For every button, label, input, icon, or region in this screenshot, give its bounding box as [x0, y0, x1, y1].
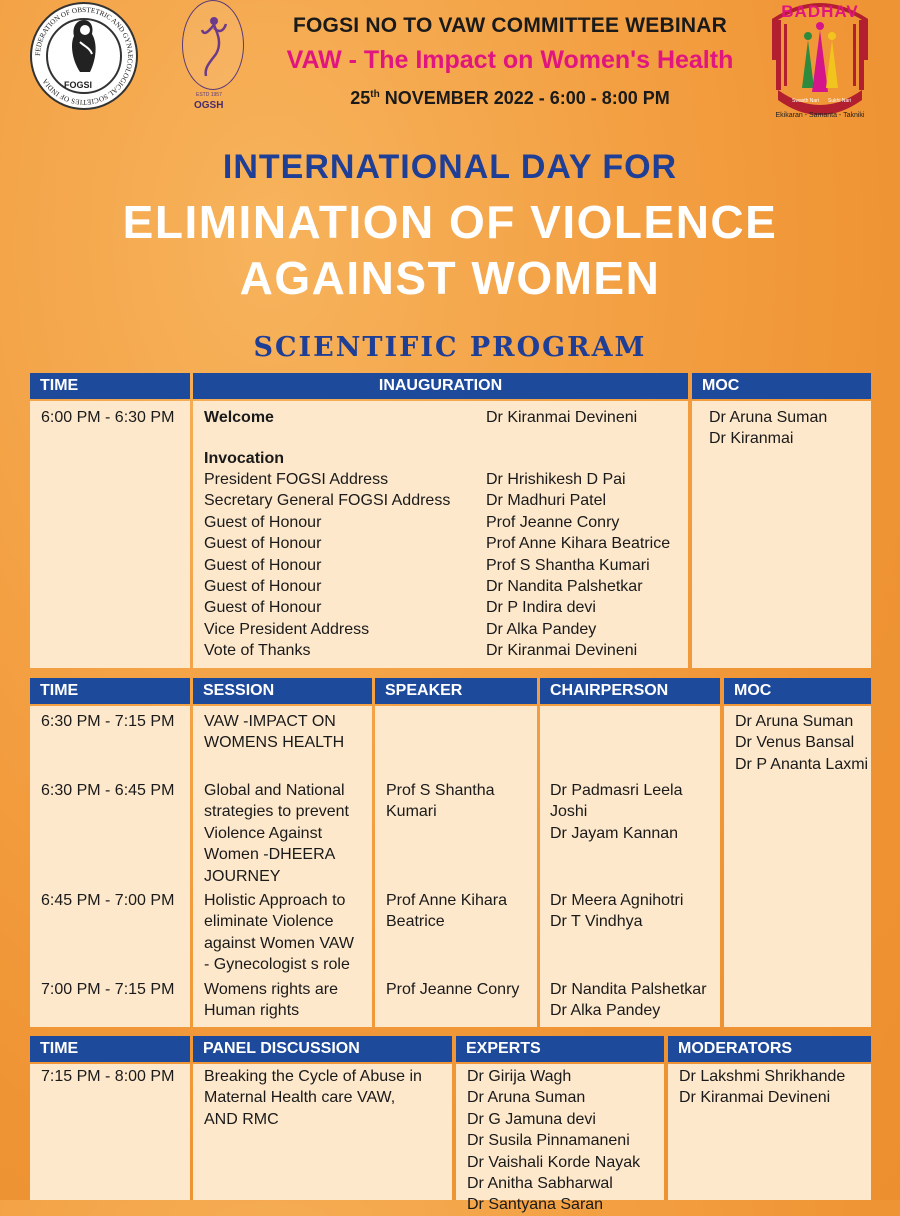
welcome-label: Welcome [204, 409, 274, 426]
date-suffix: th [370, 89, 380, 100]
ogsh-estd: ESTD 1957 [196, 92, 222, 98]
panel-header-discussion: PANEL DISCUSSION [193, 1036, 452, 1062]
session-row-topic [204, 780, 349, 887]
session-row-chair [550, 890, 683, 933]
inaug-name: Dr Kiranmai Devineni [486, 642, 638, 660]
topic-line: Women -DHEERA [204, 846, 336, 864]
panel-header-moderators: MODERATORS [668, 1036, 871, 1062]
inaug-name: Dr Nandita Palshetkar [486, 578, 643, 596]
session-row-topic [204, 711, 344, 754]
chair-line: Joshi [550, 803, 588, 821]
session-row-time: 6:45 PM - 7:00 PM [41, 892, 175, 909]
inaug-name: Prof S Shantha Kumari [486, 556, 650, 574]
session-row-speaker [386, 979, 519, 1000]
svg-text:FEDERATION OF OBSTETRIC AND GY: FEDERATION OF OBSTETRIC AND GYNAECOLOGICAL SOCIETIES OF INDIA [33, 5, 135, 107]
topic-line: Global and National [204, 782, 345, 799]
panel-topic-line: AND RMC [204, 1110, 279, 1128]
expert-name: Dr Vaishali Korde Nayak [467, 1153, 641, 1171]
program-title: SCIENTIFIC PROGRAM [253, 332, 647, 363]
expert-name: Dr G Jamuna devi [467, 1110, 596, 1128]
expert-name: Dr Anitha Sabharwal [467, 1175, 613, 1193]
inaug-role: Secretary General FOGSI Address [204, 492, 451, 510]
expert-name: Dr Santyana Saran [467, 1196, 604, 1214]
inaug-roles [204, 469, 450, 662]
inaug-header-time: TIME [30, 373, 190, 399]
chair-line: Dr Nandita Palshetkar [550, 981, 707, 998]
inaug-names [486, 469, 670, 662]
inaug-time: 6:00 PM - 6:30 PM [41, 409, 175, 426]
topic-line: strategies to prevent [204, 803, 349, 821]
chair-line: Dr Padmasri Leela [550, 782, 683, 799]
inaug-header-moc: MOC [692, 373, 871, 399]
invocation-label: Invocation [204, 450, 285, 467]
topic-line: Holistic Approach to [204, 892, 346, 909]
headline-line-3: AGAINST WOMEN [239, 252, 661, 304]
session-header-speaker: SPEAKER [375, 678, 537, 704]
inaug-moc [709, 407, 827, 450]
inaug-role: Vote of Thanks [204, 642, 311, 660]
session-row-chair [550, 979, 707, 1022]
session-moc [735, 711, 868, 775]
topic-line: Human rights [204, 1002, 300, 1020]
chair-line: Dr Meera Agnihotri [550, 892, 684, 909]
speaker-line: Kumari [386, 803, 437, 821]
dancer-figure-icon [196, 14, 230, 80]
badhav-tag-1: Swasth Nari [792, 98, 819, 104]
inaug-header-inauguration: INAUGURATION [193, 373, 688, 399]
inaug-role: Guest of Honour [204, 599, 322, 617]
session-row-time: 6:30 PM - 7:15 PM [41, 713, 175, 730]
headline-main [0, 194, 900, 306]
session-row-time: 7:00 PM - 7:15 PM [41, 981, 175, 998]
session-header-chairperson: CHAIRPERSON [540, 678, 720, 704]
mother-child-icon [60, 16, 108, 76]
inaug-name: Prof Jeanne Conry [486, 513, 620, 531]
panel-topic [204, 1066, 422, 1130]
inaug-role: Guest of Honour [204, 513, 322, 531]
inaug-time-cell [30, 401, 190, 668]
topic-line: WOMENS HEALTH [204, 734, 345, 752]
session-row-topic [204, 890, 354, 976]
inaug-name: Dr Hrishikesh D Pai [486, 471, 626, 488]
speaker-line: Beatrice [386, 913, 445, 931]
inaug-name: Dr P Indira devi [486, 599, 596, 617]
topic-line: eliminate Violence [204, 913, 334, 931]
topic-line: Womens rights are [204, 981, 338, 998]
session-row-speaker [386, 780, 495, 823]
badhav-motto: Ekikaran - Samanta - Takniki [775, 112, 865, 119]
topic-line: Violence Against [204, 824, 323, 842]
moderator-name: Dr Lakshmi Shrikhande [679, 1068, 846, 1085]
topic-line: against Women VAW [204, 934, 354, 952]
panel-topic-line: Maternal Health care VAW, [204, 1089, 396, 1107]
topic-line: JOURNEY [204, 867, 281, 885]
webinar-subtitle: VAW - The Impact on Women's Health [286, 46, 734, 74]
inaug-role: Guest of Honour [204, 578, 322, 596]
fogsi-logo-label: FOGSI [64, 80, 93, 90]
ogsh-name: OGSH [194, 100, 224, 111]
panel-header-experts: EXPERTS [456, 1036, 664, 1062]
session-row-speaker [386, 890, 507, 933]
speaker-line: Prof Jeanne Conry [386, 981, 520, 998]
topic-line: - Gynecologist s role [204, 956, 350, 974]
fogsi-logo [30, 2, 138, 110]
webinar-date [260, 88, 760, 109]
inaug-moc-name: Dr Kiranmai [709, 430, 794, 448]
welcome-speaker: Dr Kiranmai Devineni [486, 409, 638, 426]
badhav-logo [768, 0, 872, 128]
session-moc-name: Dr Venus Bansal [735, 734, 855, 752]
chair-line: Dr Jayam Kannan [550, 824, 679, 842]
speaker-line: Prof S Shantha [386, 782, 495, 799]
expert-name: Dr Girija Wagh [467, 1068, 572, 1085]
session-row-time: 6:30 PM - 6:45 PM [41, 782, 175, 799]
ogsh-logo [182, 0, 244, 118]
session-header-moc: MOC [724, 678, 871, 704]
session-row-chair [550, 780, 683, 844]
date-day: 25 [350, 88, 371, 108]
inaug-name: Dr Madhuri Patel [486, 492, 607, 510]
badhav-logo-text: BADHAV [781, 2, 859, 21]
inaug-name: Prof Anne Kihara Beatrice [486, 535, 671, 553]
panel-header-time: TIME [30, 1036, 190, 1062]
headline-line-1: INTERNATIONAL DAY FOR [222, 148, 678, 186]
session-row-topic [204, 979, 338, 1022]
session-header-time: TIME [30, 678, 190, 704]
inaug-role: Vice President Address [204, 620, 370, 638]
webinar-title: FOGSI NO TO VAW COMMITTEE WEBINAR [293, 14, 727, 37]
speaker-line: Prof Anne Kihara [386, 892, 507, 909]
session-header-session: SESSION [193, 678, 372, 704]
inaug-name: Dr Alka Pandey [486, 620, 597, 638]
headline-line-2: ELIMINATION OF VIOLENCE [122, 196, 778, 248]
chair-line: Dr Alka Pandey [550, 1002, 661, 1020]
session-moc-name: Dr Aruna Suman [735, 713, 854, 730]
inaug-role: President FOGSI Address [204, 471, 389, 488]
panel-topic-line: Breaking the Cycle of Abuse in [204, 1068, 422, 1085]
topic-line: VAW -IMPACT ON [204, 713, 336, 730]
moderator-name: Dr Kiranmai Devineni [679, 1089, 831, 1107]
panel-time: 7:15 PM - 8:00 PM [41, 1068, 175, 1085]
chair-line: Dr T Vindhya [550, 913, 643, 931]
badhav-tag-2: Sukhi Nari [828, 98, 852, 104]
panel-experts [467, 1066, 641, 1214]
session-moc-name: Dr P Ananta Laxmi [735, 755, 869, 773]
date-rest: NOVEMBER 2022 - 6:00 - 8:00 PM [379, 88, 670, 108]
panel-moderators [679, 1066, 845, 1109]
inaug-role: Guest of Honour [204, 556, 322, 574]
inaug-role: Guest of Honour [204, 535, 322, 553]
expert-name: Dr Aruna Suman [467, 1089, 586, 1107]
inaug-moc-name: Dr Aruna Suman [709, 409, 828, 426]
expert-name: Dr Susila Pinnamaneni [467, 1132, 630, 1150]
